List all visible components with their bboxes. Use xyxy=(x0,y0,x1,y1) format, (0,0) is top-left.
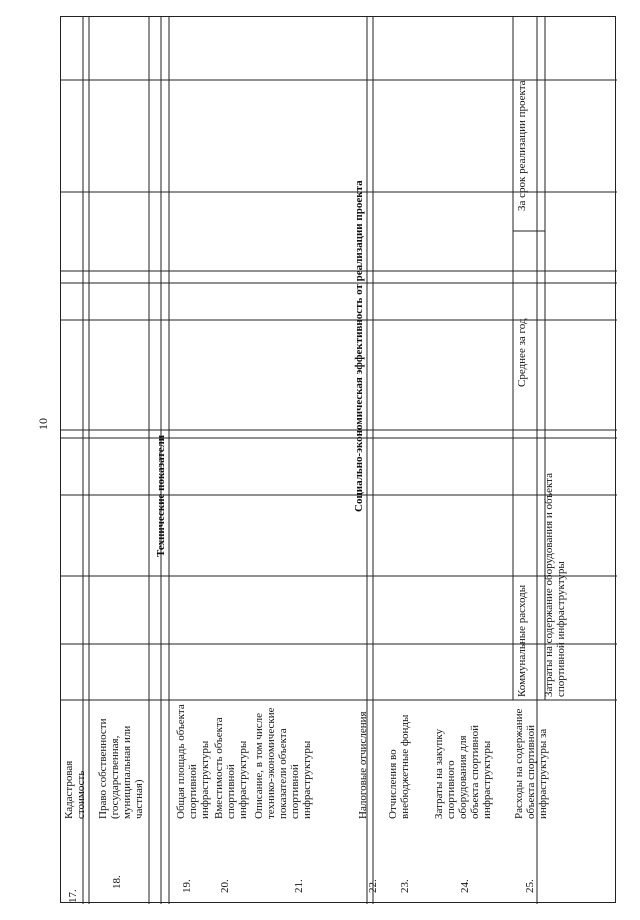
row-label-19: Общая площадь объекта спортивной инфраструктуры xyxy=(175,704,211,819)
row25-utilities: Коммунальные расходы xyxy=(516,584,528,697)
row-label-18: Право собственности (государственная, муниципальная или частная) xyxy=(97,718,145,819)
row-num-19: 19. xyxy=(181,879,193,893)
row-num-21: 21. xyxy=(293,879,305,893)
row-num-22: 22. xyxy=(367,879,379,893)
row-num-17: 17. xyxy=(67,889,79,903)
row-num-24: 24. xyxy=(459,879,471,893)
row-label-21: Описание, в том числе технико-экономические показатели объекта спортивной инфраструктуры xyxy=(253,707,313,819)
row-label-25: Расходы на содержание объекта спортивной инфраструктуры за xyxy=(513,708,549,819)
page-number: 10 xyxy=(36,418,50,430)
row-label-22: Налоговые отчисления xyxy=(357,711,369,819)
row25-project-term: За срок реализации проекта xyxy=(516,80,528,211)
row-num-20: 20. xyxy=(219,879,231,893)
section-technical: Технические показатели xyxy=(155,434,167,557)
row-label-17: Кадастровая стоимость xyxy=(63,760,87,819)
row-label-24: Затраты на закупку спортивного оборудования для объекта спортивной инфраструктуры xyxy=(433,725,493,819)
document-table xyxy=(60,16,616,903)
row25-equipment: Затраты на содержание оборудования и объекта спортивной инфраструктуры xyxy=(543,473,567,697)
row25-avg-year: Среднее за год xyxy=(516,318,528,387)
section-socio-economic: Социально-экономическая эффективность от реализации проекта xyxy=(353,180,365,512)
row-num-18: 18. xyxy=(111,875,123,889)
row-num-23: 23. xyxy=(399,879,411,893)
row-label-23: Отчисления во внебюджетные фонды xyxy=(387,714,411,819)
row-num-25: 25. xyxy=(524,879,536,893)
row-label-20: Вместимость объекта спортивной инфраструктуры xyxy=(213,717,249,819)
